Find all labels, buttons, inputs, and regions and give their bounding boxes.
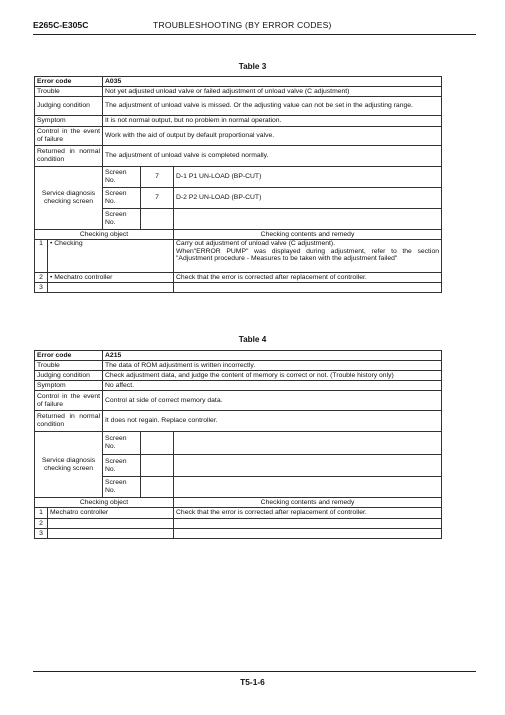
check-object bbox=[48, 283, 174, 293]
check-number: 2 bbox=[35, 273, 48, 283]
row-value: No affect. bbox=[103, 381, 442, 391]
screen-description bbox=[174, 455, 442, 477]
control-failure-row bbox=[35, 127, 442, 146]
row-label: Symptom bbox=[35, 381, 103, 391]
check-object: Mechatro controller bbox=[48, 508, 174, 519]
error-code-row bbox=[35, 77, 442, 87]
trouble-row bbox=[35, 87, 442, 97]
service-diagnosis-label: Service diagnosis checking screen bbox=[35, 432, 103, 498]
checking-object-header: Checking object bbox=[35, 498, 174, 508]
screen-no-label: Screen No. bbox=[103, 188, 141, 209]
symptom-row bbox=[35, 381, 442, 391]
service-diagnosis-label: Service diagnosis checking screen bbox=[35, 167, 103, 230]
screen-no-label: Screen No. bbox=[103, 455, 141, 477]
remedy-header: Checking contents and remedy bbox=[174, 230, 442, 240]
screen-no-value: 7 bbox=[141, 188, 174, 209]
footer-rule bbox=[33, 671, 476, 672]
row-label: Control in the event of failure bbox=[35, 391, 103, 411]
remedy-line: When"ERROR PUMP" was displayed during adjustment, refer to the section "Adjustment procedure - Measures to be taken with the adjustment failed" bbox=[176, 247, 440, 263]
check-remedy bbox=[174, 519, 442, 529]
row-label: Symptom bbox=[35, 116, 103, 127]
row-label: Trouble bbox=[35, 87, 103, 97]
screen-no-label: Screen No. bbox=[103, 209, 141, 230]
checking-header-row bbox=[35, 230, 442, 240]
error-code-label: Error code bbox=[35, 77, 103, 87]
check-remedy: Check that the error is corrected after replacement of controller. bbox=[174, 508, 442, 519]
check-number: 3 bbox=[35, 283, 48, 293]
screen-no-value bbox=[141, 477, 174, 498]
check-object bbox=[48, 519, 174, 529]
row-label: Judging condition bbox=[35, 97, 103, 116]
screen-row bbox=[35, 432, 442, 455]
screen-no-value bbox=[141, 455, 174, 477]
row-value: The data of ROM adjustment is written incorrectly. bbox=[103, 361, 442, 371]
error-code-value: A215 bbox=[103, 351, 442, 361]
row-value: Control at side of correct memory data. bbox=[103, 391, 442, 411]
returned-normal-row bbox=[35, 146, 442, 167]
checking-header-row bbox=[35, 498, 442, 508]
row-value: The adjustment of unload valve is completed normally. bbox=[103, 146, 442, 167]
row-label: Control in the event of failure bbox=[35, 127, 103, 146]
error-table-a215 bbox=[34, 350, 442, 539]
screen-no-value: 7 bbox=[141, 167, 174, 188]
table-4-caption: Table 4 bbox=[238, 335, 267, 344]
symptom-row bbox=[35, 116, 442, 127]
check-remedy: Check that the error is corrected after replacement of controller. bbox=[174, 273, 442, 283]
screen-row bbox=[35, 167, 442, 188]
screen-description bbox=[174, 432, 442, 455]
check-number: 1 bbox=[35, 508, 48, 519]
row-label: Judging condition bbox=[35, 371, 103, 381]
check-number: 1 bbox=[35, 240, 48, 273]
check-object: • Mechatro controller bbox=[48, 273, 174, 283]
model-number: E265C-E305C bbox=[33, 20, 89, 30]
page-number: T5-1-6 bbox=[240, 677, 265, 687]
screen-description: D-2 P2 UN-LOAD (BP-CUT) bbox=[174, 188, 442, 209]
check-remedy bbox=[174, 529, 442, 539]
check-row bbox=[35, 240, 442, 273]
error-code-value: A035 bbox=[103, 77, 442, 87]
judging-condition-row bbox=[35, 97, 442, 116]
judging-condition-row bbox=[35, 371, 442, 381]
check-object bbox=[48, 529, 174, 539]
check-row bbox=[35, 283, 442, 293]
screen-description bbox=[174, 477, 442, 498]
check-row bbox=[35, 519, 442, 529]
row-label: Returned in normal condition bbox=[35, 411, 103, 432]
screen-description bbox=[174, 209, 442, 230]
header-rule bbox=[33, 34, 476, 35]
row-value: Not yet adjusted unload valve or failed adjustment of unload valve (C adjustment) bbox=[103, 87, 442, 97]
header-title: TROUBLESHOOTING (BY ERROR CODES) bbox=[153, 20, 332, 30]
table-3-caption: Table 3 bbox=[238, 62, 267, 71]
row-label: Returned in normal condition bbox=[35, 146, 103, 167]
screen-no-value bbox=[141, 209, 174, 230]
screen-no-label: Screen No. bbox=[103, 167, 141, 188]
row-value: The adjustment of unload valve is missed. Or the adjusting value can not be set in the adjusting range. bbox=[103, 97, 442, 116]
control-failure-row bbox=[35, 391, 442, 411]
screen-no-label: Screen No. bbox=[103, 477, 141, 498]
row-value: It is not normal output, but no problem in normal operation. bbox=[103, 116, 442, 127]
check-remedy bbox=[174, 283, 442, 293]
check-remedy bbox=[174, 240, 442, 273]
screen-no-label: Screen No. bbox=[103, 432, 141, 455]
error-code-row bbox=[35, 351, 442, 361]
check-row bbox=[35, 273, 442, 283]
check-row bbox=[35, 508, 442, 519]
screen-no-value bbox=[141, 432, 174, 455]
error-table-a035 bbox=[34, 76, 442, 293]
check-row bbox=[35, 529, 442, 539]
row-value: Work with the aid of output by default proportional valve. bbox=[103, 127, 442, 146]
check-object: • Checking bbox=[48, 240, 174, 273]
checking-object-header: Checking object bbox=[35, 230, 174, 240]
screen-description: D-1 P1 UN-LOAD (BP-CUT) bbox=[174, 167, 442, 188]
row-value: It does not regain. Replace controller. bbox=[103, 411, 442, 432]
remedy-header: Checking contents and remedy bbox=[174, 498, 442, 508]
row-value: Check adjustment data, and judge the content of memory is correct or not. (Trouble history only) bbox=[103, 371, 442, 381]
check-number: 3 bbox=[35, 529, 48, 539]
returned-normal-row bbox=[35, 411, 442, 432]
trouble-row bbox=[35, 361, 442, 371]
row-label: Trouble bbox=[35, 361, 103, 371]
error-code-label: Error code bbox=[35, 351, 103, 361]
remedy-line: Carry out adjustment of unload valve (C adjustment). bbox=[176, 240, 336, 247]
check-number: 2 bbox=[35, 519, 48, 529]
